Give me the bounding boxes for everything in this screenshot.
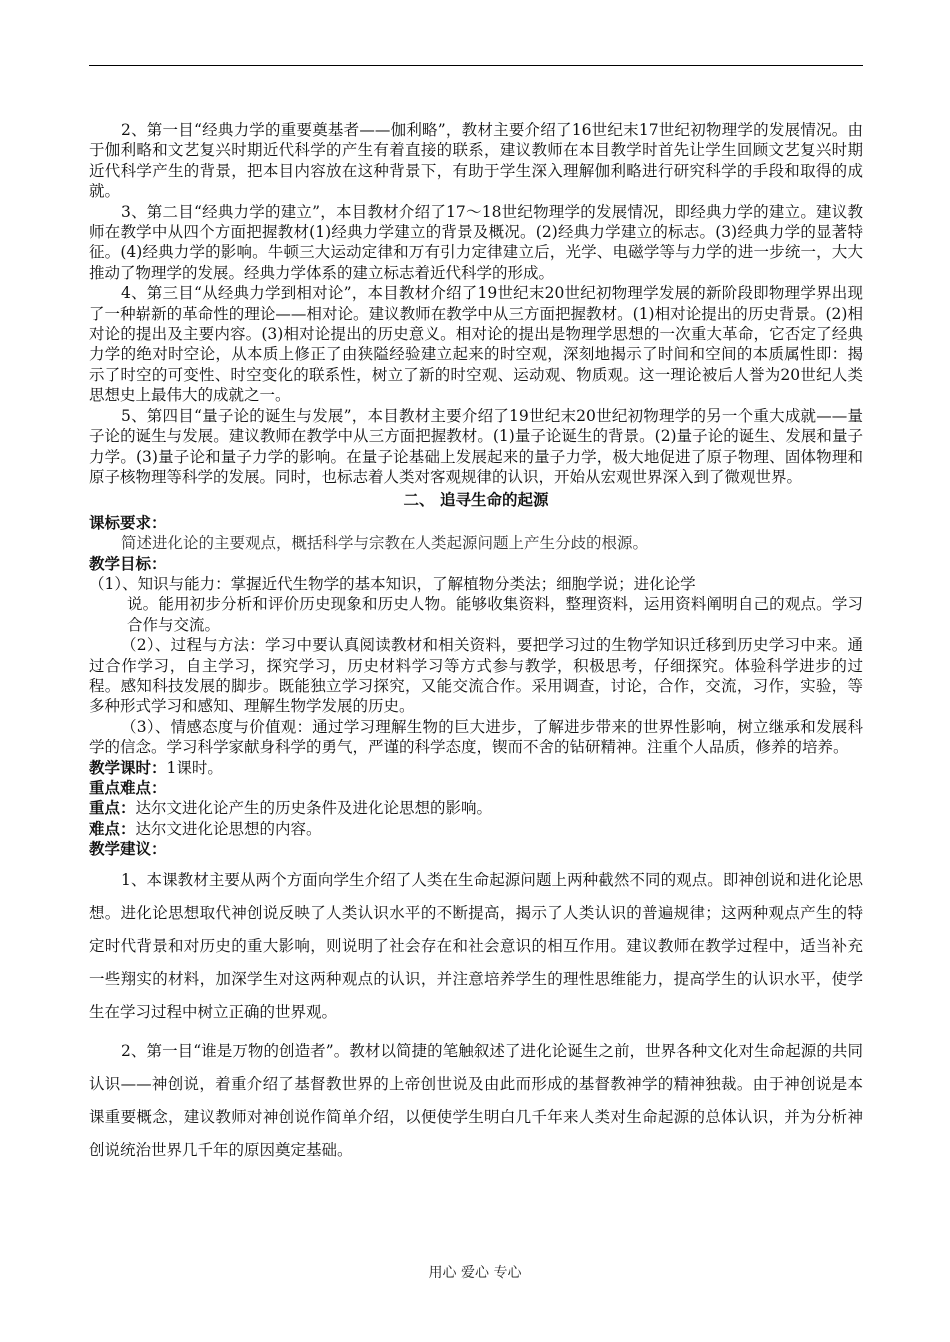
curriculum-heading: [89, 513, 863, 533]
difficulty-text: 达尔文进化论思想的内容。: [135, 819, 322, 838]
paragraph-physics-5: 5、第四目“量子论的诞生与发展”，本目教材主要介绍了19世纪末20世纪初物理学的另一个重大成就——量子论的诞生与发展。建议教师在教学中从三方面把握教材。(1)量子论诞生的背景。(2)量子论的诞生、发展和量子力学。(3)量子论和量子力学的影响。在量子论基础上发展起来的量子力学，极大地促进了原子物理、固体物理和原子核物理等科学的发展。同时，也标志着人类对客观规律的认识，开始从宏观世界深入到了微观世界。: [89, 406, 863, 486]
focus-label: 重点：: [89, 799, 136, 818]
suggestion-paragraph-1: 1、本课教材主要从两个方面向学生介绍了人类在生命起源问题上两种截然不同的观点。即神创说和进化论思想。进化论思想取代神创说反映了人类认识水平的不断提高，揭示了人类认识的普遍规律；这两种观点产生的特定时代背景和对历史的重大影响，则说明了社会存在和社会意识的相互作用。建议教师在教学过程中，适当补充一些翔实的材料，加深学生对这两种观点的认识，并注意培养学生的理性思维能力，提高学生的认识水平，使学生在学习过程中树立正确的世界观。: [89, 870, 863, 1021]
objective-item-1-prefix: （1）、知识与能力：掌握近代生物学的基本知识，了解植物分类法；细胞学说；进化论学: [89, 574, 696, 593]
hours-label: 教学课时：: [89, 758, 167, 777]
curriculum-text: 简述进化论的主要观点，概括科学与宗教在人类起源问题上产生分歧的根源。: [121, 534, 649, 553]
paragraph-physics-2: 2、第一目“经典力学的重要奠基者——伽利略”，教材主要介绍了16世纪末17世纪初物理学的发展情况。由于伽利略和文艺复兴时期近代科学的产生有着直接的联系，建议教师在本目教学时首先让学生回顾文艺复兴时期近代科学产生的背景，把本目内容放在这种背景下，有助于学生深入理解伽利略进行研究科学的手段和取得的成就。: [89, 121, 863, 201]
paragraph-physics-4: 4、第三目“从经典力学到相对论”，本目教材介绍了19世纪末20世纪初物理学发展的新阶段即物理学界出现了一种崭新的革命性的理论——相对论。建议教师在教学中从三方面把握教材。(1)相对论提出的历史背景。(2)相对论的提出及主要内容。(3)相对论提出的历史意义。相对论的提出是物理学思想的一次重大革命，它否定了经典力学的绝对时空论，从本质上修正了由狭隘经验建立起来的时空观，深刻地揭示了时间和空间的本质属性即：揭示了时空的可变性、时空变化的联系性，树立了新的时空观、运动观、物质观。这一理论被后人誉为20世纪人类思想史上最伟大的成就之一。: [89, 284, 863, 405]
header-rule: [89, 65, 863, 66]
curriculum-label: 课标要求：: [89, 513, 167, 532]
objective-item-1-rest: 说。能用初步分析和评价历史现象和历史人物。能够收集资料，整理资料，运用资料阐明自己的观点。学习合作与交流。: [127, 595, 863, 634]
section-title: 二、 追寻生命的起源: [403, 491, 549, 510]
key-points-heading: [89, 778, 863, 798]
suggestions-label: 教学建议：: [89, 840, 167, 859]
hours-line: [89, 758, 863, 778]
document-body: [89, 120, 863, 1167]
suggestion-paragraph-2: 2、第一目“谁是万物的创造者”。教材以简捷的笔触叙述了进化论诞生之前，世界各种文化对生命起源的共同认识——神创说，着重介绍了基督教世界的上帝创世说及由此而形成的基督教神学的精神独裁。由于神创说是本课重要概念，建议教师对神创说作简单介绍，以便使学生明白几千年来人类对生命起源的总体认识，并为分析神创说统治世界几千年的原因奠定基础。: [89, 1041, 863, 1159]
focus-line: [89, 798, 863, 818]
difficulty-label: 难点：: [89, 819, 136, 838]
objectives-heading: [89, 554, 863, 574]
key-points-label: 重点难点：: [89, 779, 167, 797]
difficulty-line: [89, 819, 863, 839]
suggestions-heading: [89, 839, 863, 859]
hours-text: 1课时。: [166, 758, 223, 777]
focus-text: 达尔文进化论产生的历史条件及进化论思想的影响。: [135, 799, 493, 818]
page-footer: 用心 爱心 专心: [428, 1265, 522, 1281]
objective-item-3: （3）、情感态度与价值观：通过学习理解生物的巨大进步，了解进步带来的世界性影响，树立继承和发展科学的信念。学习科学家献身科学的勇气，严谨的科学态度，锲而不舍的钻研精神。注重个人品质，修养的培养。: [89, 717, 863, 757]
objective-item-2: （2）、过程与方法：学习中要认真阅读教材和相关资料，要把学习过的生物学知识迁移到历史学习中来。通过合作学习，自主学习，探究学习，历史材料学习等方式参与教学，积极思考，仔细探究。体验科学进步的过程。感知科技发展的脚步。既能独立学习探究，又能交流合作。采用调查，讨论，合作，交流，习作，实验，等多种形式学习和感知、理解生物学发展的历史。: [89, 636, 863, 716]
objectives-label: 教学目标：: [89, 554, 167, 573]
paragraph-physics-3: 3、第二目“经典力学的建立”，本目教材介绍了17～18世纪物理学的发展情况，即经典力学的建立。建议教师在教学中从四个方面把握教材(1)经典力学建立的背景及概况。(2)经典力学建立的标志。(3)经典力学的显著特征。(4)经典力学的影响。牛顿三大运动定律和万有引力定律建立后，光学、电磁学等与力学的进一步统一，大大推动了物理学的发展。经典力学体系的建立标志着近代科学的形成。: [89, 202, 863, 282]
